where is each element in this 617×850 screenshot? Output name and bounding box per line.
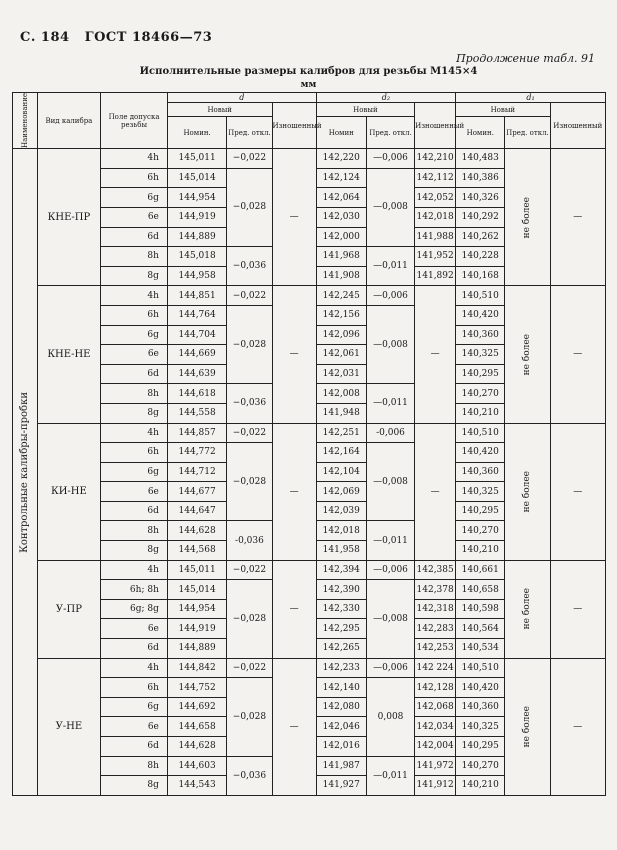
d1-nominal: 140,228: [456, 247, 505, 267]
d2-worn: 141,952: [415, 247, 456, 267]
d2-worn: 142,253: [415, 639, 456, 659]
d1-nominal: 140,168: [456, 266, 505, 286]
d-nominal: 144,919: [167, 207, 227, 227]
d2-worn: 142,128: [415, 678, 456, 698]
d2-worn: 142,004: [415, 737, 456, 757]
d-nominal: 145,011: [167, 560, 227, 580]
d-nominal: 144,842: [167, 658, 227, 678]
tolerance-field: 4h: [101, 560, 168, 580]
d1-nominal: 140,420: [456, 305, 505, 325]
header-d1-pred: Пред. откл.: [505, 117, 550, 149]
d2-nominal: 142,046: [316, 717, 366, 737]
d1-nominal: 140,270: [456, 384, 505, 404]
d1-nominal: 140,262: [456, 227, 505, 247]
tolerance-field: 6e: [101, 619, 168, 639]
d-worn: —: [272, 560, 316, 658]
tolerance-field: 8h: [101, 384, 168, 404]
tolerance-field: 6d: [101, 737, 168, 757]
header-d: d: [167, 93, 316, 103]
d1-nominal: 140,534: [456, 639, 505, 659]
d2-nominal: 141,987: [316, 756, 366, 776]
d-nominal: 144,568: [167, 541, 227, 561]
tolerance-field: 4h: [101, 286, 168, 306]
d-nominal: 144,954: [167, 188, 227, 208]
d2-worn: 142 224: [415, 658, 456, 678]
d-nominal: 145,014: [167, 580, 227, 600]
d2-nominal: 142,031: [316, 364, 366, 384]
d-nominal: 144,704: [167, 325, 227, 345]
header-d1-iznoshenny: Изношенный: [550, 103, 606, 149]
d2-nominal: 142,394: [316, 560, 366, 580]
header-d2-pred: Пред. откл.: [366, 117, 414, 149]
tolerance-field: 6h: [101, 678, 168, 698]
d1-nominal: 140,270: [456, 521, 505, 541]
table-units: мм: [300, 80, 317, 90]
d1-nominal: 140,325: [456, 717, 505, 737]
d-nominal: 144,618: [167, 384, 227, 404]
d-nominal: 144,658: [167, 717, 227, 737]
d-deviation: −0,028: [227, 168, 272, 246]
d2-worn: 142,385: [415, 560, 456, 580]
d-deviation: −0,028: [227, 678, 272, 756]
d-deviation: −0,028: [227, 443, 272, 521]
header-d2-novyi: Новый: [316, 103, 414, 117]
d2-nominal: 142,080: [316, 697, 366, 717]
d-worn: —: [272, 658, 316, 795]
d1-nominal: 140,661: [456, 560, 505, 580]
d2-nominal: 142,140: [316, 678, 366, 698]
d2-nominal: 142,104: [316, 462, 366, 482]
d1-worn: —: [550, 423, 606, 560]
d2-nominal: 142,156: [316, 305, 366, 325]
d1-nominal: 140,326: [456, 188, 505, 208]
d1-nominal: 140,295: [456, 501, 505, 521]
table-row: [13, 658, 606, 678]
header-d-nomin: Номин.: [167, 117, 227, 149]
tolerance-field: 6e: [101, 345, 168, 365]
d2-deviation: —0,006: [366, 560, 414, 580]
d-nominal: 144,889: [167, 639, 227, 659]
d-deviation: −0,022: [227, 560, 272, 580]
d1-nominal: 140,360: [456, 697, 505, 717]
header-d-novyi: Новый: [167, 103, 272, 117]
d2-deviation: —0,011: [366, 247, 414, 286]
header-naimenovanie: Наименование: [20, 93, 29, 149]
tolerance-field: 8g: [101, 541, 168, 561]
table-continuation: Продолжение табл. 91: [456, 52, 595, 65]
d1-deviation: не более: [522, 333, 533, 376]
d2-nominal: 142,245: [316, 286, 366, 306]
d2-nominal: 142,164: [316, 443, 366, 463]
tolerance-field: 6g; 8g: [101, 599, 168, 619]
gauge-type: КИ-НЕ: [37, 423, 101, 560]
d1-nominal: 140,210: [456, 541, 505, 561]
tolerance-field: 6d: [101, 227, 168, 247]
d2-worn: 141,988: [415, 227, 456, 247]
d-nominal: 144,628: [167, 521, 227, 541]
header-d2-nomin: Номин: [316, 117, 366, 149]
d2-deviation: —0,008: [366, 168, 414, 246]
d1-deviation: не более: [522, 706, 533, 748]
tolerance-field: 6d: [101, 501, 168, 521]
tolerance-field: 6e: [101, 717, 168, 737]
d2-nominal: 142,008: [316, 384, 366, 404]
d1-nominal: 140,325: [456, 482, 505, 502]
d2-nominal: 142,295: [316, 619, 366, 639]
d2-nominal: 141,908: [316, 266, 366, 286]
d-nominal: 144,669: [167, 345, 227, 365]
d1-nominal: 140,598: [456, 599, 505, 619]
d2-deviation: -0,006: [366, 423, 414, 443]
d-worn: —: [272, 149, 316, 286]
d2-nominal: 142,124: [316, 168, 366, 188]
d2-deviation: —0,008: [366, 305, 414, 383]
d2-nominal: 142,018: [316, 521, 366, 541]
d2-nominal: 142,233: [316, 658, 366, 678]
tolerance-field: 6g: [101, 325, 168, 345]
d-nominal: 144,692: [167, 697, 227, 717]
tolerance-field: 6g: [101, 697, 168, 717]
standard-number: ГОСТ 18466—73: [84, 30, 213, 45]
d1-nominal: 140,564: [456, 619, 505, 639]
d1-deviation-cell: [505, 149, 550, 286]
d2-deviation: —0,008: [366, 443, 414, 521]
tolerance-field: 6e: [101, 207, 168, 227]
d2-deviation: —0,011: [366, 756, 414, 795]
gauge-type: КНЕ-НЕ: [37, 286, 101, 423]
d1-nominal: 140,295: [456, 737, 505, 757]
tolerance-field: 6h: [101, 305, 168, 325]
d2-worn: 141,972: [415, 756, 456, 776]
d1-nominal: 140,510: [456, 423, 505, 443]
d-nominal: 144,677: [167, 482, 227, 502]
d-nominal: 144,889: [167, 227, 227, 247]
d2-worn: 142,112: [415, 168, 456, 188]
d-nominal: 145,018: [167, 247, 227, 267]
tolerance-field: 6g: [101, 188, 168, 208]
d2-worn: 142,034: [415, 717, 456, 737]
tolerance-field: 8g: [101, 403, 168, 423]
d2-worn: 142,318: [415, 599, 456, 619]
d2-worn: 142,210: [415, 149, 456, 169]
d1-deviation-cell: [505, 560, 550, 658]
d2-nominal: 142,061: [316, 345, 366, 365]
d-nominal: 144,857: [167, 423, 227, 443]
d-nominal: 144,851: [167, 286, 227, 306]
d2-nominal: 142,064: [316, 188, 366, 208]
dimensions-table: [12, 92, 606, 796]
d2-nominal: 141,968: [316, 247, 366, 267]
d2-nominal: 142,016: [316, 737, 366, 757]
d-nominal: 144,752: [167, 678, 227, 698]
d2-worn: 142,018: [415, 207, 456, 227]
d-nominal: 144,543: [167, 776, 227, 796]
tolerance-field: 6h; 8h: [101, 580, 168, 600]
d2-nominal: 141,948: [316, 403, 366, 423]
d-nominal: 144,954: [167, 599, 227, 619]
d2-deviation: —0,011: [366, 521, 414, 560]
d2-worn: 142,068: [415, 697, 456, 717]
table-row: [13, 560, 606, 580]
d2-deviation: —0,006: [366, 149, 414, 169]
d1-nominal: 140,360: [456, 462, 505, 482]
d1-worn: —: [550, 658, 606, 795]
d2-deviation: 0,008: [366, 678, 414, 756]
d1-nominal: 140,658: [456, 580, 505, 600]
d1-nominal: 140,510: [456, 286, 505, 306]
d-deviation: −0,022: [227, 658, 272, 678]
d1-deviation: не более: [522, 196, 533, 238]
d1-nominal: 140,292: [456, 207, 505, 227]
d-deviation: -0,036: [227, 521, 272, 560]
d2-nominal: 142,069: [316, 482, 366, 502]
d-nominal: 144,558: [167, 403, 227, 423]
d2-worn: —: [415, 423, 456, 560]
header-d1-novyi: Новый: [456, 103, 550, 117]
d1-nominal: 140,420: [456, 443, 505, 463]
page-number: С. 184: [20, 30, 70, 45]
d1-deviation-cell: [505, 658, 550, 795]
table-row: [13, 286, 606, 306]
d1-deviation-cell: [505, 423, 550, 560]
d1-nominal: 140,510: [456, 658, 505, 678]
d2-worn: 142,283: [415, 619, 456, 639]
d1-worn: —: [550, 149, 606, 286]
gauge-type: У-НЕ: [37, 658, 101, 795]
d1-nominal: 140,420: [456, 678, 505, 698]
d-nominal: 144,764: [167, 305, 227, 325]
d2-worn: 141,892: [415, 266, 456, 286]
d2-nominal: 142,039: [316, 501, 366, 521]
d-deviation: −0,036: [227, 247, 272, 286]
d-nominal: 145,014: [167, 168, 227, 188]
header-d-iznoshenny: Изношенный: [272, 103, 316, 149]
header-d2: d₂: [316, 93, 456, 103]
d1-nominal: 140,483: [456, 149, 505, 169]
page-header: [20, 30, 212, 45]
d-worn: —: [272, 423, 316, 560]
tolerance-field: 8h: [101, 521, 168, 541]
d-nominal: 145,011: [167, 149, 227, 169]
d2-worn: 141,912: [415, 776, 456, 796]
d1-deviation: не более: [522, 470, 533, 513]
gauge-type: КНЕ-ПР: [37, 149, 101, 286]
tolerance-field: 6d: [101, 364, 168, 384]
tolerance-field: 4h: [101, 658, 168, 678]
header-pole-dopuska: Поле допуска резьбы: [101, 93, 168, 149]
table-body: [13, 149, 606, 796]
d1-nominal: 140,210: [456, 403, 505, 423]
d1-nominal: 140,325: [456, 345, 505, 365]
d1-nominal: 140,270: [456, 756, 505, 776]
table-caption: Исполнительные размеры калибров для резьбы М145×4: [139, 66, 478, 77]
d2-worn: 142,052: [415, 188, 456, 208]
header-d2-iznoshenny: Изношенный: [415, 103, 456, 149]
d1-deviation-cell: [505, 286, 550, 423]
d2-deviation: —0,006: [366, 286, 414, 306]
tolerance-field: 8g: [101, 266, 168, 286]
d1-deviation: не более: [522, 588, 533, 630]
d-nominal: 144,958: [167, 266, 227, 286]
d2-nominal: 142,030: [316, 207, 366, 227]
tolerance-field: 4h: [101, 423, 168, 443]
d-nominal: 144,628: [167, 737, 227, 757]
d-nominal: 144,603: [167, 756, 227, 776]
d1-worn: —: [550, 286, 606, 423]
d2-deviation: —0,011: [366, 384, 414, 423]
d1-nominal: 140,386: [456, 168, 505, 188]
d-nominal: 144,712: [167, 462, 227, 482]
table-row: [13, 149, 606, 169]
header-d1: d₁: [456, 93, 606, 103]
d-nominal: 144,919: [167, 619, 227, 639]
tolerance-field: 6e: [101, 482, 168, 502]
header-d-pred: Пред. откл.: [227, 117, 272, 149]
d-deviation: −0,022: [227, 423, 272, 443]
d1-nominal: 140,210: [456, 776, 505, 796]
header-d1-nomin: Номин.: [456, 117, 505, 149]
tolerance-field: 8g: [101, 776, 168, 796]
d1-nominal: 140,360: [456, 325, 505, 345]
gauge-type: У-ПР: [37, 560, 101, 658]
d2-nominal: 142,265: [316, 639, 366, 659]
header-vid-kalibra: Вид калибра: [37, 93, 101, 149]
d2-nominal: 142,000: [316, 227, 366, 247]
d-nominal: 144,639: [167, 364, 227, 384]
d2-nominal: 142,330: [316, 599, 366, 619]
tolerance-field: 4h: [101, 149, 168, 169]
d2-deviation: —0,008: [366, 580, 414, 658]
d2-worn: 142,378: [415, 580, 456, 600]
d2-nominal: 142,220: [316, 149, 366, 169]
d-nominal: 144,647: [167, 501, 227, 521]
d-deviation: −0,022: [227, 286, 272, 306]
d-nominal: 144,772: [167, 443, 227, 463]
tolerance-field: 6h: [101, 168, 168, 188]
d-deviation: −0,036: [227, 756, 272, 795]
vertical-label: Контрольные калибры-пробки: [19, 391, 31, 553]
d2-nominal: 142,390: [316, 580, 366, 600]
tolerance-field: 6h: [101, 443, 168, 463]
d-deviation: −0,028: [227, 305, 272, 383]
tolerance-field: 6g: [101, 462, 168, 482]
d2-deviation: —0,006: [366, 658, 414, 678]
d-deviation: −0,036: [227, 384, 272, 423]
table-row: [13, 423, 606, 443]
d2-nominal: 141,927: [316, 776, 366, 796]
d1-nominal: 140,295: [456, 364, 505, 384]
tolerance-field: 8h: [101, 756, 168, 776]
d2-nominal: 141,958: [316, 541, 366, 561]
d2-nominal: 142,251: [316, 423, 366, 443]
d2-worn: —: [415, 286, 456, 423]
d-worn: —: [272, 286, 316, 423]
d1-worn: —: [550, 560, 606, 658]
vertical-label-cell: [13, 149, 38, 796]
tolerance-field: 8h: [101, 247, 168, 267]
d-deviation: −0,022: [227, 149, 272, 169]
tolerance-field: 6d: [101, 639, 168, 659]
d-deviation: −0,028: [227, 580, 272, 658]
d2-nominal: 142,096: [316, 325, 366, 345]
